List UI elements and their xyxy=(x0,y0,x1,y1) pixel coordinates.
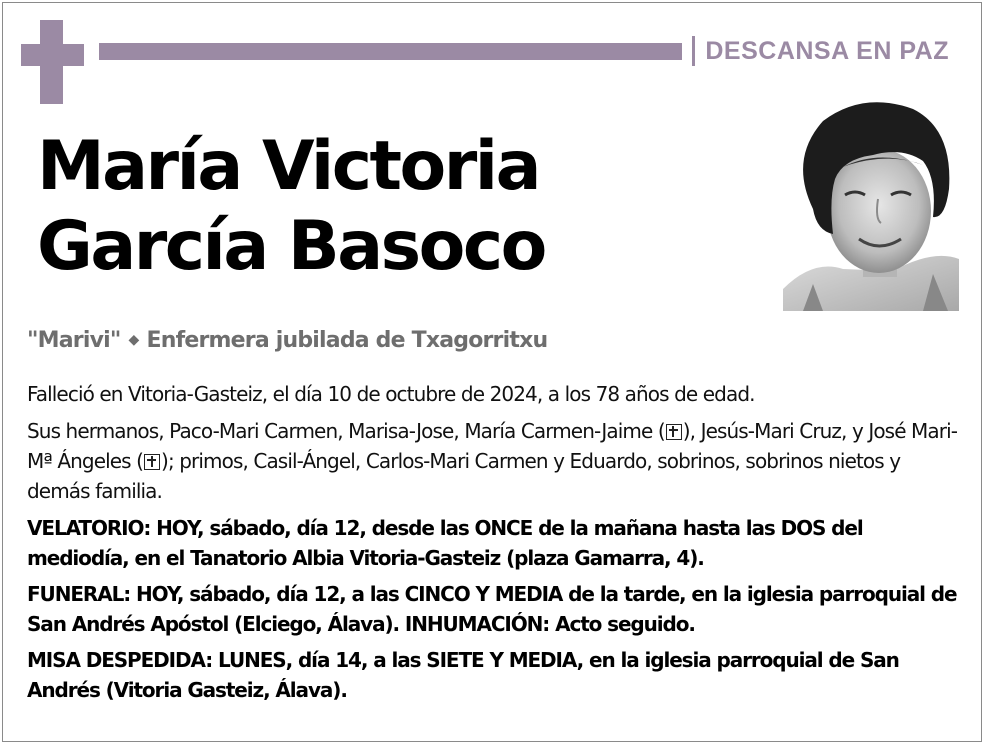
name-line-2: García Basoco xyxy=(37,207,545,286)
deceased-name xyxy=(37,127,545,287)
obituary-card xyxy=(2,2,982,742)
occupation: Enfermera jubilada de Txagorritxu xyxy=(146,328,548,353)
subtitle xyxy=(27,328,957,353)
misa-notice: MISA DESPEDIDA: LUNES, día 14, a las SIETE Y MEDIA, en la iglesia parroquial de San Andrés (Vitoria Gasteiz, Álava). xyxy=(27,648,899,702)
portrait-photo xyxy=(783,99,959,311)
nickname: "Marivi" xyxy=(27,328,121,353)
deceased-cross-icon xyxy=(144,454,160,470)
header-bar xyxy=(99,43,682,60)
diamond-icon: ◆ xyxy=(128,332,139,348)
deceased-cross-icon xyxy=(666,424,682,440)
name-line-1: María Victoria xyxy=(37,127,539,206)
death-notice: Falleció en Vitoria-Gasteiz, el día 10 de octubre de 2024, a los 78 años de edad. xyxy=(27,382,755,406)
header-label: DESCANSA EN PAZ xyxy=(692,36,949,66)
velatorio-notice: VELATORIO: HOY, sábado, día 12, desde las ONCE de la mañana hasta las DOS del mediodía, en el Tanatorio Albia Vitoria-Gasteiz (plaza Gamarra, 4). xyxy=(27,516,863,570)
funeral-notice: FUNERAL: HOY, sábado, día 12, a las CINCO Y MEDIA de la tarde, en la iglesia parroquial de San Andrés Apóstol (Elciego, Álava). INHUMACIÓN: Acto seguido. xyxy=(27,582,957,636)
obituary-text xyxy=(27,379,967,711)
family-list: Sus hermanos, Paco-Mari Carmen, Marisa-Jose, María Carmen-Jaime ( ), Jesús-Mari Cruz, y José Mari-Mª Ángeles ( ); primos, Casil-Ángel, Carlos-Mari Carmen y Eduardo, sobrinos, sobrinos nietos y demás familia. xyxy=(27,419,958,503)
